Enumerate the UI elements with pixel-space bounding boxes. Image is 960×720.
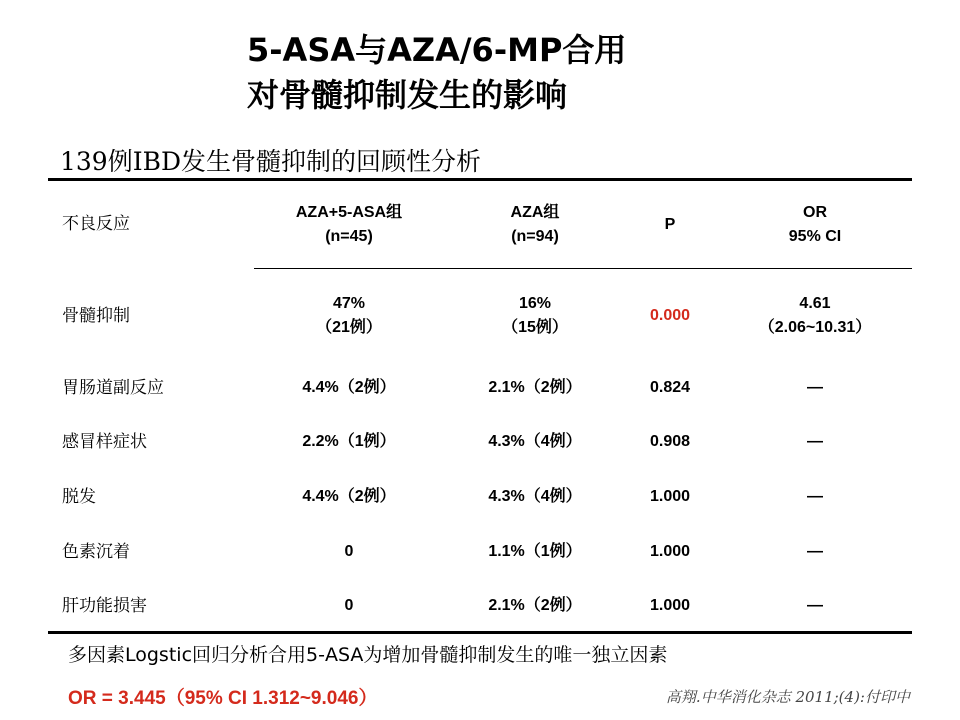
combo-percent: 47% (332, 295, 366, 312)
row-p-value: 0.824 (649, 379, 691, 396)
row-combo-value: 0 (344, 543, 354, 560)
row-aza-value: 1.1%（1例） (488, 543, 582, 560)
table-subtitle: 139例IBD发生骨髓抑制的回顾性分析 (60, 147, 482, 176)
table-top-rule (48, 178, 912, 181)
row-aza-value: 4.3%（4例） (488, 433, 582, 450)
source-citation: 高翔.中华消化杂志 2011;(4):付印中 (665, 688, 910, 706)
row-label: 肝功能损害 (62, 596, 147, 616)
header-odds-ratio (715, 200, 915, 250)
aza-percent: 16% (518, 295, 552, 312)
table-header-rule (254, 268, 912, 269)
header-combo-group (254, 200, 444, 250)
row-or-value: — (807, 543, 823, 560)
header-ci-label: 95% CI (788, 228, 842, 245)
header-aza-group-n: (n=94) (511, 228, 559, 245)
row-label: 感冒样症状 (62, 432, 147, 452)
row-or-value: — (807, 379, 823, 396)
row-combo-value: 4.4%（2例） (302, 488, 396, 505)
row-p-value: 1.000 (649, 597, 691, 614)
row-label: 色素沉着 (62, 542, 130, 562)
row-or-value (715, 290, 915, 342)
header-aza-group-name: AZA组 (510, 204, 560, 221)
row-aza-value: 4.3%（4例） (488, 488, 582, 505)
header-aza-group (440, 200, 630, 250)
row-or-value: — (807, 433, 823, 450)
adjusted-or-result: OR = 3.445（95% CI 1.312~9.046） (68, 688, 378, 709)
row-combo-value (254, 290, 444, 342)
row-p-value: 1.000 (649, 488, 691, 505)
regression-conclusion: 多因素Logstic回归分析合用5-ASA为增加骨髓抑制发生的唯一独立因素 (68, 644, 668, 666)
header-adverse-reaction: 不良反应 (62, 214, 130, 234)
row-combo-value: 2.2%（1例） (302, 433, 396, 450)
row-aza-value (440, 290, 630, 342)
row-combo-value: 0 (344, 597, 354, 614)
header-p-value: P (664, 216, 676, 233)
row-p-value: 1.000 (649, 543, 691, 560)
or-ci: （2.06~10.31） (758, 319, 872, 336)
row-combo-value: 4.4%（2例） (302, 379, 396, 396)
slide-title-line-1: 5-ASA与AZA/6-MP合用 (247, 31, 627, 69)
row-aza-value: 2.1%（2例） (488, 379, 582, 396)
slide-title-line-2: 对骨髓抑制发生的影响 (247, 76, 568, 114)
row-p-value: 0.908 (649, 433, 691, 450)
header-combo-group-n: (n=45) (325, 228, 373, 245)
table-bottom-rule (48, 631, 912, 634)
combo-count: （21例） (316, 319, 382, 336)
row-p-value: 0.000 (649, 307, 691, 324)
row-label: 骨髓抑制 (62, 306, 130, 326)
header-or-label: OR (803, 204, 827, 221)
row-label: 脱发 (62, 487, 96, 507)
row-or-value: — (807, 597, 823, 614)
header-combo-group-name: AZA+5-ASA组 (295, 204, 403, 221)
or-estimate: 4.61 (799, 295, 831, 312)
aza-count: （15例） (502, 319, 568, 336)
slide-title (247, 28, 767, 118)
row-aza-value: 2.1%（2例） (488, 597, 582, 614)
row-label: 胃肠道副反应 (62, 378, 164, 398)
row-or-value: — (807, 488, 823, 505)
